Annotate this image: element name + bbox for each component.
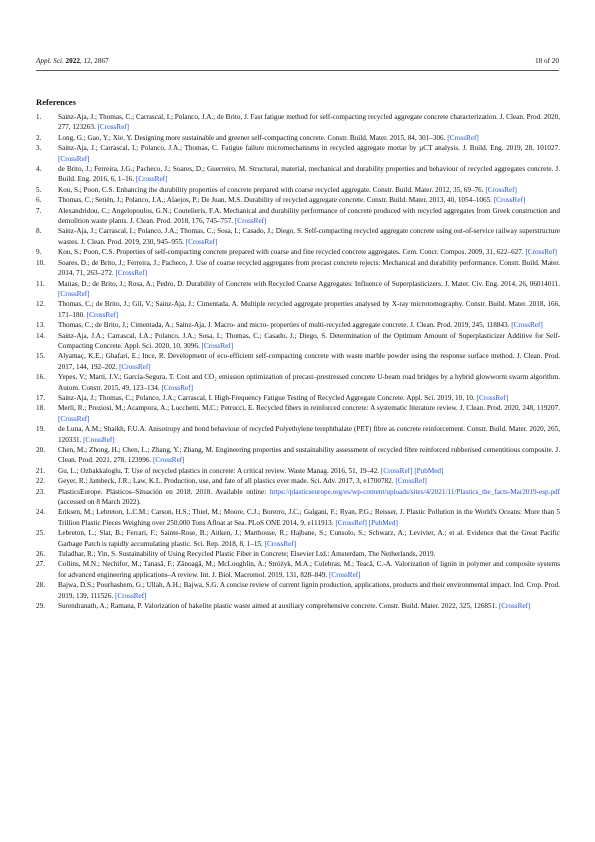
reference-number: 20.: [36, 446, 45, 454]
reference-citation: Thomas, C.; de Brito, J.; Gil, V.; Sainz-Aja, J.; Cimentada, A. Multiple recycled aggregate properties analysed by X-ray microtomography. Constr. Build. Mater. 2018, 166, 171–180.: [58, 300, 560, 319]
crossref-link[interactable]: [CrossRef]: [119, 362, 151, 371]
reference-text: [58, 372, 560, 393]
reference-text: [58, 476, 560, 486]
reference-list: [36, 112, 560, 612]
reference-item: [36, 351, 560, 372]
reference-text: [58, 580, 560, 601]
journal-citation: [36, 57, 109, 65]
reference-citation: Sainz-Aja, J.; Carrascal, I.; Polanco, J.A.; Thomas, C.; Sosa, I.; Casado, J.; Diego, S. Self-compacting recycled aggregate concrete using out-of-service railway superstructure wastes. J. Clean. Prod. 2019, 230, 945–955.: [58, 227, 560, 246]
reference-citation: Thomas, C.; de Brito, J.; Cimentada, A.; Sainz-Aja, J. Macro- and micro- properties of multi-recycled aggregate concrete. J. Clean. Prod. 2019, 245, 118843.: [58, 321, 510, 330]
reference-number: 26.: [36, 550, 45, 559]
reference-item: [36, 226, 560, 247]
reference-text: [58, 143, 560, 164]
reference-citation: Chen, M.; Zhong, H.; Chen, L.; Zhang, Y.; Zhang, M. Engineering properties and sustainability assessment of recycled fibre reinforced rubberised cementitious composite. J. Clean. Prod. 2021, 278, 123996.: [58, 446, 560, 465]
reference-text: [58, 247, 560, 257]
reference-number: 6.: [36, 196, 42, 205]
crossref-link[interactable]: [CrossRef]: [335, 518, 367, 527]
crossref-link[interactable]: [CrossRef]: [58, 414, 90, 423]
reference-url-link[interactable]: https://plasticseurope.org/es/wp-content/uploads/sites/4/2021/11/Plastics_the_facts-Mar2019-esp.pdf: [269, 487, 560, 496]
reference-text: [58, 549, 560, 559]
reference-citation: Collins, M.N.; Nechifor, M.; Tanasă, F.; Zănoagă, M.; McLoughlin, A.; Stróżyk, M.A.; Culebras, M.; Teacă, C.-A. Valorization of lignin in polymer and composite systems for advanced engineering applications–A review. Int. J. Biol. Macromol. 2019, 131, 828–849.: [58, 560, 560, 579]
reference-item: [36, 247, 560, 257]
page-number: 18 of 20: [535, 57, 559, 65]
reference-citation: Sainz-Aja, J.; Thomas, C.; Carrascal, I.; Polanco, J.A.; de Brito, J. Fast fatigue method for self-compacting recycled aggregate concrete characterization. J. Clean. Prod. 2020, 277, 123263.: [58, 113, 560, 132]
journal-name: Appl. Sci.: [36, 57, 64, 65]
reference-citation: Tuladhar, R.; Yin, S. Sustainability of Using Recycled Plastic Fiber in Concrete; Elsevier Ltd.: Amsterdam, The Netherlands, 2019.: [58, 550, 436, 559]
reference-text: [58, 195, 560, 205]
reference-citation: Lebreton, L.; Slat, B.; Ferrari, F.; Sainte-Rose, B.; Aitken, J.; Marthouse, R.; Hajbane, S.; Cunsolo, S.; Schwarz, A.; Levivier, A.; et al. Evidence that the Great Pacific Garbage Patch is rapidly accumulating plastic. Sci. Rep. 2018, 8, 1–15.: [58, 529, 560, 548]
crossref-link[interactable]: [CrossRef]: [498, 602, 531, 611]
reference-text: [58, 258, 560, 279]
reference-text: [58, 487, 560, 508]
reference-item: [36, 279, 560, 300]
reference-citation: Alexandridou, C.; Angelopoulos, G.N.; Coutelieris, F.A. Mechanical and durability performance of concrete produced with recycled aggregates from Greek construction and demolition waste plants. J. Clean. Prod. 2018, 176, 745–757.: [58, 206, 560, 226]
reference-text: [58, 206, 560, 227]
reference-citation: PlasticsEurope. Plásticos–Situación en 2018. 2018. Available online:: [58, 487, 267, 496]
references-heading: References: [36, 97, 76, 107]
reference-item: [36, 372, 560, 393]
reference-item: [36, 133, 560, 143]
reference-item: [36, 580, 560, 601]
reference-citation: Sainz-Aja, J.; Thomas, C.; Polanco, J.A.; Carrascal, I. High-Frequency Fatigue Testing of Recycled Aggregate Concrete. Appl. Sci. 2019, 10, 10.: [58, 393, 475, 402]
crossref-link[interactable]: [CrossRef]: [329, 570, 361, 579]
crossref-link[interactable]: [CrossRef]: [185, 237, 218, 246]
reference-text: [58, 331, 560, 352]
reference-number: 17.: [36, 393, 45, 402]
reference-number: 24.: [36, 508, 45, 517]
reference-text: [58, 112, 560, 133]
reference-text: [58, 320, 560, 330]
reference-citation: Sainz-Aja, J.A.; Carrascal, I.A.; Polanco, J.A.; Sosa, I.; Thomas, C.; Casado, J.; Diego, S. Determination of the Optimum Amount of Superplasticizer Additive for Self-Compacting Concrete. Appl. Sci. 2020, 10, 3096.: [58, 331, 560, 350]
reference-item: [36, 559, 560, 580]
reference-text: [58, 466, 560, 476]
reference-item: [36, 528, 560, 549]
reference-citation: Kou, S.; Poon, C.S. Enhancing the durability properties of concrete prepared with coarse recycled aggregate. Constr. Build. Mater. 2012, 35, 69–76.: [58, 185, 484, 194]
reference-number: 2.: [36, 133, 42, 142]
reference-number: 13.: [36, 321, 45, 330]
reference-text: [58, 528, 560, 549]
reference-number: 14.: [36, 331, 45, 340]
reference-item: [36, 299, 560, 320]
reference-number: 22.: [36, 477, 45, 486]
reference-number: 11.: [36, 279, 45, 288]
reference-citation: Bajwa, D.S.; Pourhashem, G.; Ullah, A.H.; Bajwa, S.G. A concise review of current lignin production, applications, products and their environmental impact. Ind. Crop. Prod. 2019, 139, 111526.: [58, 581, 560, 600]
reference-number: 16.: [36, 373, 45, 382]
journal-year: 2022: [65, 57, 80, 65]
crossref-link[interactable]: [CrossRef]: [380, 466, 413, 475]
reference-item: [36, 445, 560, 466]
reference-citation: Geyer, R.; Jambeck, J.R.; Law, K.L. Production, use, and fate of all plastics ever made. Sci. Adv. 2017, 3, e1700782.: [58, 477, 394, 486]
reference-text: [58, 601, 560, 611]
reference-citation: Kou, S.; Poon, C.S. Properties of self-compacting concrete prepared with coarse and fine recycled concrete aggregates. Cem. Concr. Compos. 2009, 31, 622–627.: [58, 248, 524, 257]
pubmed-link[interactable]: [PubMed]: [414, 466, 444, 475]
crossref-link[interactable]: [CrossRef]: [234, 217, 267, 226]
reference-number: 8.: [36, 227, 42, 236]
reference-text: [58, 424, 560, 445]
crossref-link[interactable]: [CrossRef]: [511, 321, 543, 330]
crossref-link[interactable]: [CrossRef]: [115, 269, 148, 278]
crossref-link[interactable]: [CrossRef]: [525, 248, 558, 257]
reference-text: [58, 279, 560, 300]
header-rule: [36, 70, 559, 71]
crossref-link[interactable]: [CrossRef]: [83, 435, 115, 444]
reference-text: [58, 403, 560, 424]
reference-number: 5.: [36, 185, 42, 194]
reference-item: [36, 185, 560, 195]
reference-citation: de Luna, A.M.; Shaikh, F.U.A. Anisotropy and bond behaviour of recycled Polyethylene terephthalate (PET) fibre as concrete reinforcement. Constr. Build. Mater. 2020, 265, 120331.: [58, 425, 560, 444]
reference-number: 15.: [36, 352, 45, 361]
reference-number: 21.: [36, 466, 45, 475]
pubmed-link[interactable]: [PubMed]: [368, 518, 398, 527]
reference-item: [36, 549, 560, 559]
crossref-link[interactable]: [CrossRef]: [476, 393, 509, 402]
reference-text: [58, 133, 560, 143]
crossref-link[interactable]: [CrossRef]: [493, 196, 526, 205]
crossref-link[interactable]: [CrossRef]: [485, 185, 517, 194]
reference-item: [36, 466, 560, 476]
reference-citation: Surendranath, A.; Ramana, P. Valorization of bakelite plastic waste aimed at auxiliary comprehensive concrete. Constr. Build. Mater. 2022, 325, 126851.: [58, 602, 497, 611]
reference-number: 12.: [36, 300, 45, 309]
reference-item: [36, 320, 560, 330]
reference-item: [36, 331, 560, 352]
reference-item: [36, 507, 560, 528]
reference-text: [58, 226, 560, 247]
reference-item: [36, 164, 560, 185]
reference-item: [36, 601, 560, 611]
reference-number: 9.: [36, 248, 42, 257]
journal-volume: , 12, 2867: [79, 57, 109, 65]
reference-text: [58, 185, 560, 195]
reference-number: 28.: [36, 581, 45, 590]
reference-text: [58, 393, 560, 403]
reference-citation: Eriksen, M.; Lebreton, L.C.M.; Carson, H.S.; Thiel, M.; Moore, C.J.; Borerro, J.C.; Galgani, F.; Ryan, P.G.; Reisser, J. Plastic Pollution in the World's Oceans: More than 5 Trillion Plastic Pieces Weighing over 250,000 Tons Afloat at Sea. PLoS ONE 2014, 9, e111913.: [58, 508, 560, 527]
reference-text: [58, 559, 560, 580]
crossref-link[interactable]: [CrossRef]: [135, 175, 168, 184]
reference-number: 1.: [36, 113, 42, 121]
reference-item: [36, 195, 560, 205]
reference-number: 4.: [36, 165, 42, 174]
reference-item: [36, 487, 560, 508]
reference-number: 23.: [36, 487, 45, 496]
crossref-link[interactable]: [CrossRef]: [395, 477, 427, 486]
crossref-link[interactable]: [CrossRef]: [58, 289, 90, 298]
reference-item: [36, 258, 560, 279]
reference-citation: Long, G.; Gao, Y.; Xie, Y. Designing more sustainable and greener self-compacting concrete. Constr. Build. Mater. 2015, 84, 301–306.: [58, 133, 446, 142]
reference-citation: Alyamaç, K.E.; Ghafari, E.; Ince, R. Development of eco-efficient self-compacting concrete with waste marble powder using the response surface method. J. Clean. Prod. 2017, 144, 192–202.: [58, 352, 560, 371]
crossref-link[interactable]: [CrossRef]: [114, 591, 147, 600]
reference-citation: de Brito, J.; Ferreira, J.G.; Pacheco, J.; Soares, D.; Guerreiro, M. Structural, material, mechanical and durability properties and behaviour of recycled aggregates concrete. J. Build. Eng. 2016, 6, 1–16.: [58, 165, 560, 184]
reference-number: 25.: [36, 529, 45, 538]
reference-text: [58, 164, 560, 185]
reference-item: [36, 476, 560, 486]
reference-number: 7.: [36, 206, 42, 215]
reference-number: 18.: [36, 404, 45, 413]
reference-item: [36, 424, 560, 445]
reference-item: [36, 393, 560, 403]
page-header: [36, 57, 559, 65]
crossref-link[interactable]: [CrossRef]: [447, 133, 479, 142]
crossref-link[interactable]: [CrossRef]: [58, 154, 90, 163]
crossref-link[interactable]: [CrossRef]: [97, 123, 130, 132]
reference-citation: Merli, R.; Preziosi, M.; Acampora, A.; Lucchetti, M.C.; Petrucci, E. Recycled fibers in reinforced concrete: A systematic literature review. J. Clean. Prod. 2020, 248, 119207.: [58, 404, 560, 413]
crossref-link[interactable]: [CrossRef]: [161, 383, 193, 392]
reference-access-note: (accessed on 8 March 2022).: [58, 498, 141, 507]
reference-number: 19.: [36, 425, 45, 434]
crossref-link[interactable]: [CrossRef]: [264, 539, 297, 548]
reference-number: 29.: [36, 602, 45, 611]
reference-citation: Gu, L.; Ozbakkaloglu, T. Use of recycled plastics in concrete: A critical review. Waste Manag. 2016, 51, 19–42.: [58, 466, 380, 475]
reference-citation: Yepes, V.; Martí, J.V.; García-Segura, T. Cost and CO₂ emission optimization of precast–prestressed concrete U-beam road bridges by a hybrid glowworm swarm algorithm. Autom. Constr. 2015, 49, 123–134.: [58, 373, 560, 392]
reference-text: [58, 507, 560, 528]
reference-item: [36, 403, 560, 424]
reference-item: [36, 112, 560, 133]
crossref-link[interactable]: [CrossRef]: [86, 310, 119, 319]
reference-citation: Matias, D.; de Brito, J.; Rosa, A.; Pedro, D. Durability of Concrete with Recycled Coarse Aggregates: Influence of Superplasticizers. J. Mater. Civ. Eng. 2014, 26, 06014011.: [58, 279, 560, 288]
reference-text: [58, 351, 560, 372]
crossref-link[interactable]: [CrossRef]: [153, 456, 185, 465]
reference-number: 10.: [36, 258, 45, 267]
reference-item: [36, 143, 560, 164]
reference-number: 27.: [36, 560, 45, 569]
reference-citation: Soares, D.; de Brito, J.; Ferreira, J.; Pacheco, J. Use of coarse recycled aggregates from precast concrete rejects: Mechanical and durability performance. Constr. Build. Mater. 2014, 71, 263–272.: [58, 258, 560, 278]
crossref-link[interactable]: [CrossRef]: [201, 341, 234, 350]
reference-text: [58, 445, 560, 466]
reference-citation: Sainz-Aja, J.; Carrascal, I.; Polanco, J.A.; Thomas, C. Fatigue failure micromechanisms in recycled aggregate mortar by µCT analysis. J. Build. Eng. 2019, 28, 101027.: [58, 144, 560, 153]
reference-number: 3.: [36, 144, 42, 153]
reference-text: [58, 299, 560, 320]
reference-item: [36, 206, 560, 227]
reference-citation: Thomas, C.; Setién, J.; Polanco, J.A.; Alaejos, P.; De Juan, M.S. Durability of recycled aggregate concrete. Constr. Build. Mater. 2013, 40, 1054–1065.: [58, 196, 492, 205]
